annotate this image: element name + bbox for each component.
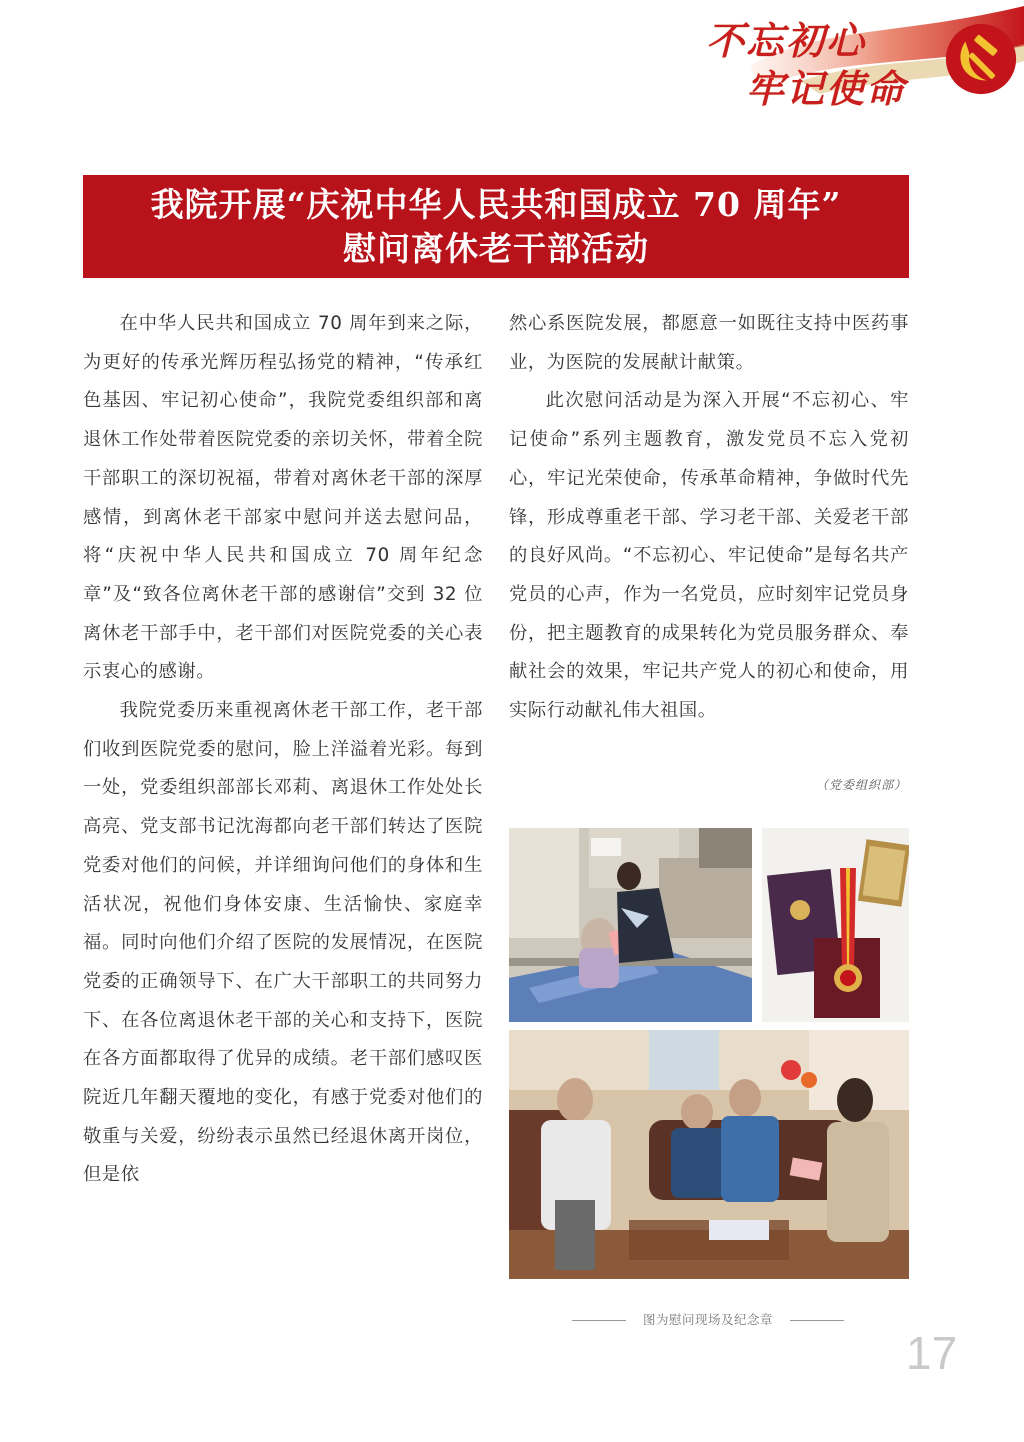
photo-hospital-visit xyxy=(509,828,752,1022)
photo-home-visit xyxy=(509,1030,909,1279)
caption-divider-right xyxy=(790,1320,844,1321)
medal-image xyxy=(762,828,909,1022)
paragraph: 此次慰问活动是为深入开展“不忘初心、牢记使命”系列主题教育，激发党员不忘入党初心，牢记光荣使命，传承革命精神，争做时代先锋，形成尊重老干部、学习老干部、关爱老干部的良好风尚。“不忘初心、牢记使命”是每名共产党员的心声，作为一名党员，应时刻牢记党员身份，把主题教育的成果转化为党员服务群众、奉献社会的效果，牢记共产党人的初心和使命，用实际行动献礼伟大祖国。 xyxy=(509,390,909,722)
article-signature: （党委组织部） xyxy=(816,778,908,792)
slogan-line-2: 牢记使命 xyxy=(746,66,907,111)
paragraph: 在中华人民共和国成立 70 周年到来之际，为更好的传承光辉历程弘扬党的精神，“传承红色基因、牢记初心使命”，我院党委组织部和离退休工作处带着医院党委的亲切关怀，带着全院干部职工的深切祝福，带着对离休老干部的深厚感情，到离休老干部家中慰问并送去慰问品，将“庆祝中华人民共和国成立 70 周年纪念章”及“致各位离休老干部的感谢信”交到 32 位离休老干部手中，老干部们对医院党委的关心表示衷心的感谢。 xyxy=(83,313,483,683)
page-number: 17 xyxy=(906,1327,958,1379)
photo-caption-row xyxy=(572,1310,844,1330)
paragraph: 我院党委历来重视离休老干部工作，老干部们收到医院党委的慰问，脸上洋溢着光彩。每到一处，党委组织部部长邓莉、离退休工作处处长高亮、党支部书记沈海都向老干部们转达了医院党委对他们的问候，并详细询问他们的身体和生活状况，祝他们身体安康、生活愉快、家庭幸福。同时向他们介绍了医院的发展情况，在医院党委的正确领导下、在广大干部职工的共同努力下、在各位离退休老干部的关心和支持下，医院在各方面都取得了优异的成绩。老干部们感叹医院近几年翻天覆地的变化，有感于党委对他们的敬重与关爱，纷纷表示虽然已经退休离开岗位，但是依 xyxy=(83,700,483,1186)
party-emblem-icon xyxy=(942,20,1020,98)
paragraph: 然心系医院发展，都愿意一如既往支持中医药事业，为医院的发展献计献策。 xyxy=(509,313,909,373)
photo-commemorative-medal xyxy=(762,828,909,1022)
home-visit-image xyxy=(509,1030,909,1279)
hospital-visit-image xyxy=(509,828,752,1022)
header-logo xyxy=(700,0,1024,118)
article-column-left xyxy=(83,305,483,1195)
photo-caption: 图为慰问现场及纪念章 xyxy=(642,1312,773,1327)
article-column-right xyxy=(509,305,909,731)
title-line-1: 我院开展“庆祝中华人民共和国成立 70 周年” xyxy=(150,185,842,224)
slogan-line-1: 不忘初心 xyxy=(706,18,867,63)
title-line-2: 慰问离休老干部活动 xyxy=(343,229,649,268)
article-title-banner xyxy=(83,175,909,278)
